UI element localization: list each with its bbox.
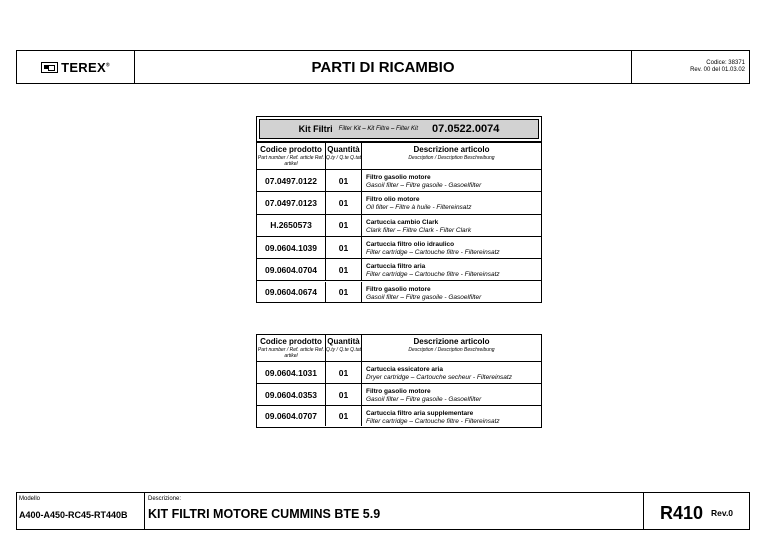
table-row <box>257 215 541 237</box>
page-header <box>16 50 750 84</box>
model-cell <box>17 493 145 529</box>
part-qty: 01 <box>326 384 362 405</box>
col-desc-subtitle: Description / Description Beschreibung <box>408 347 495 353</box>
part-name: Cartuccia cambio Clark <box>366 218 439 226</box>
part-name: Cartuccia filtro aria <box>366 263 426 271</box>
part-description: Gasoil filter – Filtre gasoile - Gasoelfilter <box>366 396 482 403</box>
part-name: Cartuccia filtro aria supplementare <box>366 410 474 417</box>
page-code: R410 <box>659 502 703 523</box>
part-code: 09.0604.0353 <box>257 384 326 405</box>
part-description: Gasoil filter – Filtre gasoile - Gasoelfilter <box>366 182 482 189</box>
part-name: Filtro olio motore <box>366 196 420 204</box>
part-name: Filtro gasolio motore <box>366 285 431 293</box>
col-desc-subtitle: Description / Description Beschreibung <box>408 155 495 161</box>
description-label: Descrizione: <box>148 496 182 502</box>
document-code <box>631 51 749 83</box>
col-qty-subtitle: Q.ty / Q.te Q.tat <box>326 347 362 353</box>
part-description: Filter cartridge – Cartouche filtre - Filtereinsatz <box>366 248 500 256</box>
part-code: 07.0497.0123 <box>257 192 326 213</box>
logo-text: TEREX® <box>61 59 110 75</box>
part-name: Filtro gasolio motore <box>366 174 431 181</box>
parts-table-1 <box>256 142 542 303</box>
part-description: Filter cartridge – Cartouche filtre - Filtereinsatz <box>366 418 500 425</box>
model-label: Modello <box>19 496 41 502</box>
part-description: Clark filter – Filtre Clark - Filter Clark <box>366 226 472 234</box>
part-code: 09.0604.0704 <box>257 259 326 280</box>
model-value: A400-A450-RC45-RT440B <box>19 510 128 520</box>
table-row <box>257 406 541 426</box>
part-qty: 01 <box>326 282 362 302</box>
col-desc-title: Descrizione articolo <box>413 337 490 346</box>
kit-subtitle: Filter Kit – Kit Filtre – Filter Kit <box>338 126 419 132</box>
col-code-subtitle: Part number / Ref. article Ref. artikel <box>257 155 325 167</box>
part-code: 09.0604.0707 <box>257 406 326 426</box>
part-code: H.2650573 <box>257 215 326 236</box>
part-qty: 01 <box>326 170 362 191</box>
table-row <box>257 237 541 259</box>
table-header <box>257 143 541 170</box>
revision: Rev.0 <box>710 508 734 518</box>
col-code-subtitle: Part number / Ref. article Ref. artikel <box>257 347 325 359</box>
kit-code: 07.0522.0074 <box>432 123 500 135</box>
kit-heading <box>256 116 542 142</box>
part-name: Filtro gasolio motore <box>366 388 431 395</box>
parts-table-2 <box>256 334 542 428</box>
part-code: 09.0604.0674 <box>257 282 326 302</box>
rev-line: Rev. 00 del 01.03.02 <box>690 67 745 73</box>
description-cell <box>145 493 645 529</box>
part-name: Cartuccia essicatore aria <box>366 366 443 373</box>
col-desc-title: Descrizione articolo <box>413 145 490 154</box>
page-footer <box>16 492 750 530</box>
col-qty-title: Quantità <box>327 145 360 154</box>
code-line: Codice: 38371 <box>706 60 745 66</box>
col-qty-title: Quantità <box>327 337 360 346</box>
part-qty: 01 <box>326 215 362 236</box>
col-code-title: Codice prodotto <box>260 337 322 346</box>
col-qty-subtitle: Q.ty / Q.te Q.tat <box>326 155 362 161</box>
part-code: 07.0497.0122 <box>257 170 326 191</box>
part-qty: 01 <box>326 237 362 258</box>
part-name: Cartuccia filtro olio idraulico <box>366 240 455 248</box>
part-qty: 01 <box>326 406 362 426</box>
kit-label: Kit Filtri <box>298 124 333 134</box>
table-header <box>257 335 541 362</box>
table-row <box>257 170 541 192</box>
description-value: KIT FILTRI MOTORE CUMMINS BTE 5.9 <box>148 507 381 521</box>
part-qty: 01 <box>326 259 362 280</box>
brand-logo <box>17 51 135 83</box>
table-row <box>257 362 541 384</box>
page-title: PARTI DI RICAMBIO <box>311 58 455 76</box>
part-qty: 01 <box>326 192 362 213</box>
part-description: Oil filter – Filtre à huile - Filtereinsatz <box>366 204 472 212</box>
part-code: 09.0604.1039 <box>257 237 326 258</box>
part-description: Filter cartridge – Cartouche filtre - Filtereinsatz <box>366 271 500 279</box>
terex-logo-icon <box>41 62 58 73</box>
table-row <box>257 384 541 406</box>
part-description: Dryer cartridge – Cartouche secheur - Filtereinsatz <box>366 374 512 381</box>
part-qty: 01 <box>326 362 362 383</box>
part-code: 09.0604.1031 <box>257 362 326 383</box>
part-description: Gasoil filter – Filtre gasoile - Gasoelfilter <box>366 293 482 301</box>
table-row <box>257 192 541 214</box>
table-row <box>257 259 541 281</box>
col-code-title: Codice prodotto <box>260 145 322 154</box>
table-row <box>257 282 541 302</box>
page-code-cell <box>643 493 749 529</box>
